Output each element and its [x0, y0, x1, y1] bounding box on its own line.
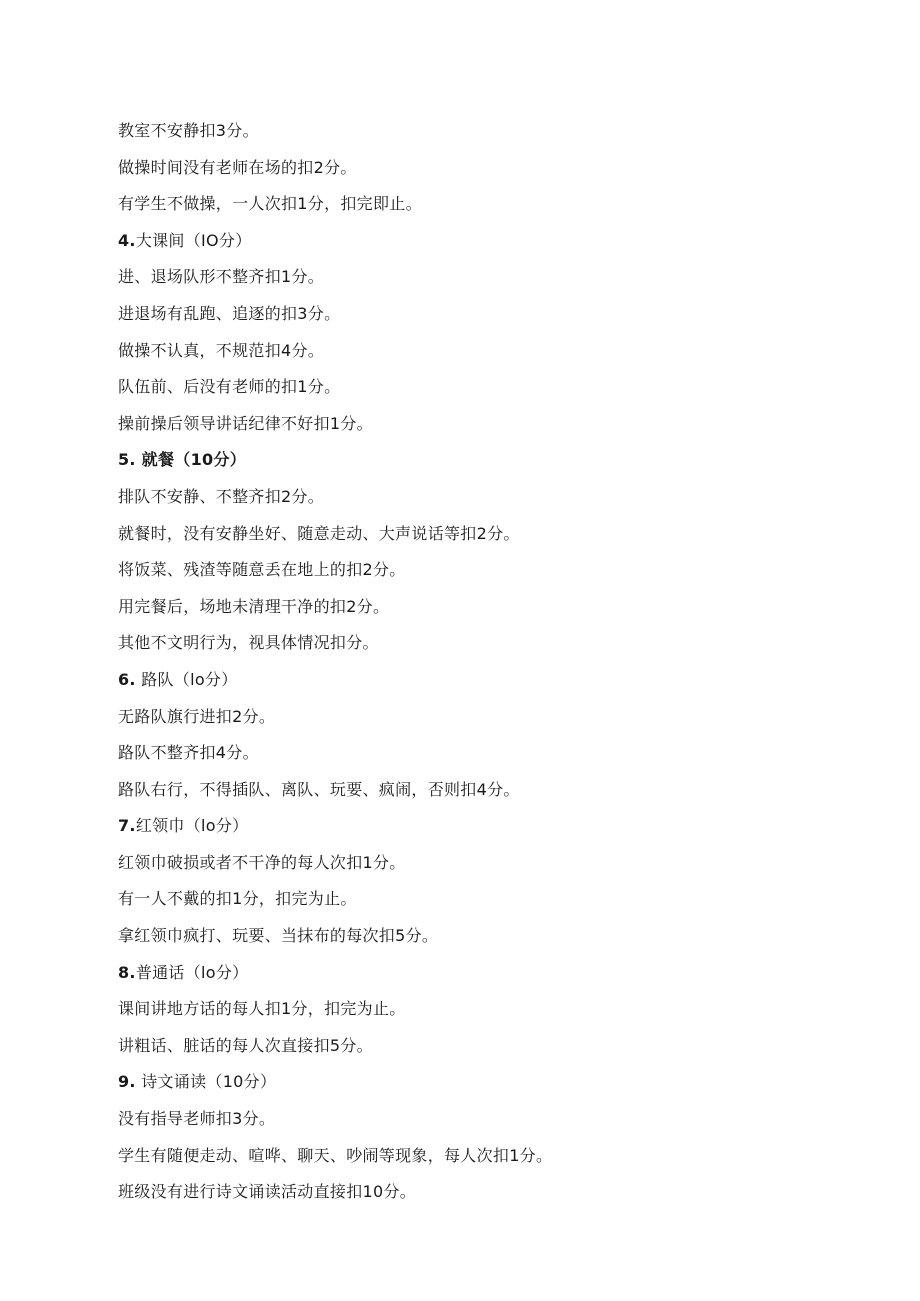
rule-line: 拿红领巾疯打、玩要、当抹布的每次扣5分。 [118, 926, 439, 946]
section-heading-4 [118, 223, 818, 260]
rule-line: 进、退场队形不整齐扣1分。 [118, 267, 325, 287]
rule-line: 教室不安静扣3分。 [118, 121, 259, 140]
rule-line: 其他不文明行为，视具体情况扣分。 [118, 633, 379, 653]
section-number: 7. [118, 816, 136, 836]
rule-line: 排队不安静、不整齐扣2分。 [118, 486, 325, 506]
section-heading-5: 5. 就餐（10分） [118, 450, 247, 470]
rule-line: 无路队旗行进扣2分。 [118, 706, 276, 726]
rule-line: 班级没有进行诗文诵读活动直接扣10分。 [118, 1182, 417, 1202]
section-heading-7 [118, 808, 818, 845]
section-title: 路队（lo分） [135, 669, 238, 689]
section-heading-6 [118, 662, 818, 699]
rule-line: 有学生不做操，一人次扣1分，扣完即止。 [118, 194, 422, 214]
rule-line: 有一人不戴的扣1分，扣完为止。 [118, 889, 357, 909]
rule-line: 学生有随便走动、喧哗、聊天、吵闹等现象，每人次扣1分。 [118, 1145, 553, 1165]
rule-line: 队伍前、后没有老师的扣1分。 [118, 377, 341, 397]
rule-line: 进退场有乱跑、追逐的扣3分。 [118, 303, 341, 323]
section-title: 红领巾（lo分） [135, 816, 249, 836]
section-heading-9 [118, 1064, 818, 1101]
rule-line: 路队右行，不得插队、离队、玩要、疯闹，否则扣4分。 [118, 779, 520, 799]
section-title: 诗文诵读（10分） [135, 1072, 277, 1092]
rule-line: 课间讲地方话的每人扣1分，扣完为止。 [118, 999, 406, 1019]
rule-line: 做操不认真，不规范扣4分。 [118, 340, 325, 360]
rule-line: 路队不整齐扣4分。 [118, 743, 259, 763]
rule-line: 操前操后领导讲话纪律不好扣1分。 [118, 413, 373, 433]
rule-line: 红领巾破损或者不干净的每人次扣1分。 [118, 852, 406, 872]
rule-line: 就餐时，没有安静坐好、随意走动、大声说话等扣2分。 [118, 523, 520, 543]
section-number: 8. [118, 962, 136, 982]
rule-line: 将饭菜、残渣等随意丢在地上的扣2分。 [118, 560, 406, 580]
rule-line: 讲粗话、脏话的每人次直接扣5分。 [118, 1035, 373, 1055]
section-number: 4. [118, 230, 136, 250]
section-number: 9. [118, 1072, 136, 1092]
section-heading-8 [118, 955, 818, 992]
rule-line: 没有指导老师扣3分。 [118, 1109, 276, 1129]
rule-line: 做操时间没有老师在场的扣2分。 [118, 157, 357, 177]
rule-line: 用完餐后，场地未清理干净的扣2分。 [118, 596, 390, 616]
section-number: 6. [118, 669, 136, 689]
section-title: 普通话（lo分） [135, 962, 249, 982]
rules-content [118, 113, 818, 1211]
section-title: 大课间（IO分） [135, 230, 252, 250]
